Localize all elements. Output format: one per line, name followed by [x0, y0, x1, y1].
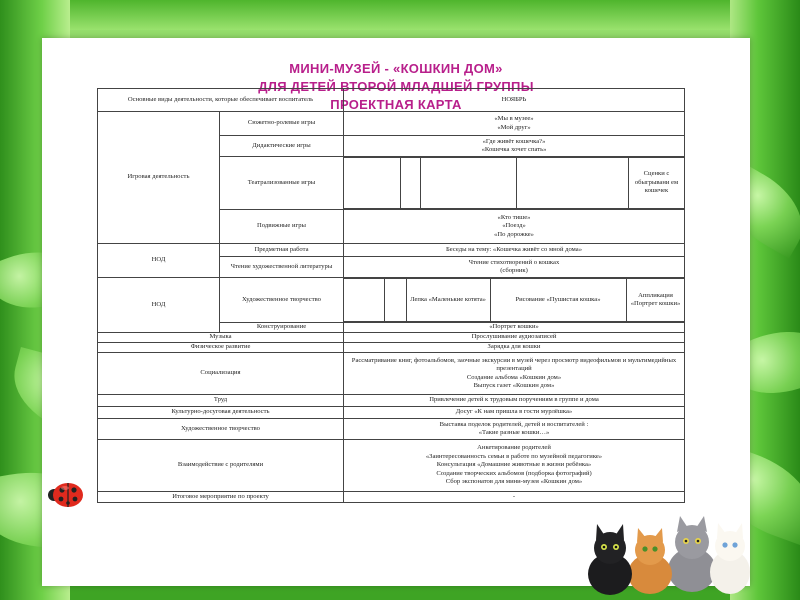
row-value: Привлечение детей к трудовым поручениям в группе и дома [344, 395, 685, 407]
table-row [98, 278, 685, 323]
row-label: Социализация [98, 353, 344, 395]
row-value: Беседы на тему: «Кошечка живёт со мной дома» [344, 244, 685, 257]
table-row [98, 353, 685, 395]
title-line-2: ДЛЯ ДЕТЕЙ ВТОРОЙ МЛАДШЕЙ ГРУППЫ [258, 79, 534, 94]
row-label: Чтение художественной литературы [220, 257, 344, 278]
art-cell: Лепка «Маленькие котята» [406, 279, 490, 322]
row-value: Рассматривание книг, фотоальбомов, заочные экскурсии в музей через просмотр видеофильмов и мультимедийных презентаций Создание альбома «Кошкин дом» Выпуск газет «Кошкин дом» [344, 353, 685, 395]
row-value-split [344, 157, 685, 210]
background-top [0, 0, 800, 30]
group-play: Игровая деятельность [98, 112, 220, 244]
group-nod: НОД [98, 244, 220, 278]
row-label: Музыка [98, 333, 344, 343]
row-value: «Где живёт кошечка?» «Кошечка хочет спать» [344, 136, 685, 157]
table-row [98, 244, 685, 257]
row-label: Художественное творчество [220, 278, 344, 323]
row-label: Труд [98, 395, 344, 407]
row-value: «Мы в музее» «Мой друг» [344, 112, 685, 136]
row-label: Подвижные игры [220, 210, 344, 244]
row-label: Культурно-досуговая деятельность [98, 407, 344, 419]
table-row [98, 112, 685, 136]
row-value: - [344, 492, 685, 503]
table-row [98, 395, 685, 407]
header-activities: Основные виды деятельности, которые обеспечивает воспитатель [98, 89, 344, 112]
row-value: «Портрет кошки» [344, 323, 685, 333]
row-value: Прослушивание аудиозаписей [344, 333, 685, 343]
table-row [98, 89, 685, 112]
row-label: Итоговое мероприятие по проекту [98, 492, 344, 503]
art-cell: Рисование «Пушистая кошка» [490, 279, 626, 322]
row-value: Зарядка для кошки [344, 343, 685, 353]
row-label: Конструирование [220, 323, 344, 333]
row-label: Театрализованные игры [220, 157, 344, 210]
table-row [98, 419, 685, 440]
row-label: Сюжетно-ролевые игры [220, 112, 344, 136]
project-map-table [97, 88, 685, 503]
table-row [98, 333, 685, 343]
header-month: НОЯБРЬ [344, 89, 685, 112]
group-nod: НОД [98, 278, 220, 333]
kittens-icon [580, 508, 750, 596]
row-label: Физическое развитие [98, 343, 344, 353]
title-line-3: ПРОЕКТНАЯ КАРТА [330, 97, 462, 112]
row-value: Досуг «К нам пришла в гости мурлёшка» [344, 407, 685, 419]
row-label: Предметная работа [220, 244, 344, 257]
row-label: Взаимодействие с родителями [98, 440, 344, 492]
table-row [98, 407, 685, 419]
row-label: Дидактические игры [220, 136, 344, 157]
row-value: «Кто тише» «Поезд» «По дорожке» [344, 210, 685, 244]
theatre-cell: Сценки с обыгрывани ем кошечек [628, 158, 685, 209]
table-row [98, 492, 685, 503]
row-value-split [344, 278, 685, 323]
art-cell: Аппликация «Портрет кошки» [626, 279, 685, 322]
table-row [98, 440, 685, 492]
row-label: Художественное творчество [98, 419, 344, 440]
title-line-1: МИНИ-МУЗЕЙ - «КОШКИН ДОМ» [289, 61, 503, 76]
row-value: Чтение стихотворений о кошках (сборник) [344, 257, 685, 278]
table-row [98, 343, 685, 353]
row-value: Выставка поделок родителей, детей и воспитателей : «Такие разные кошки…» [344, 419, 685, 440]
row-value: Анкетирование родителей «Заинтересованность семьи в работе по музейной педагогике» Консультация «Домашние животные в жизни ребёнка» Создание творческих альбомов (подборка фотографий) Сбор экспонатов для мини-музея «Кошкин дом» [344, 440, 685, 492]
ladybug-icon [45, 478, 85, 510]
